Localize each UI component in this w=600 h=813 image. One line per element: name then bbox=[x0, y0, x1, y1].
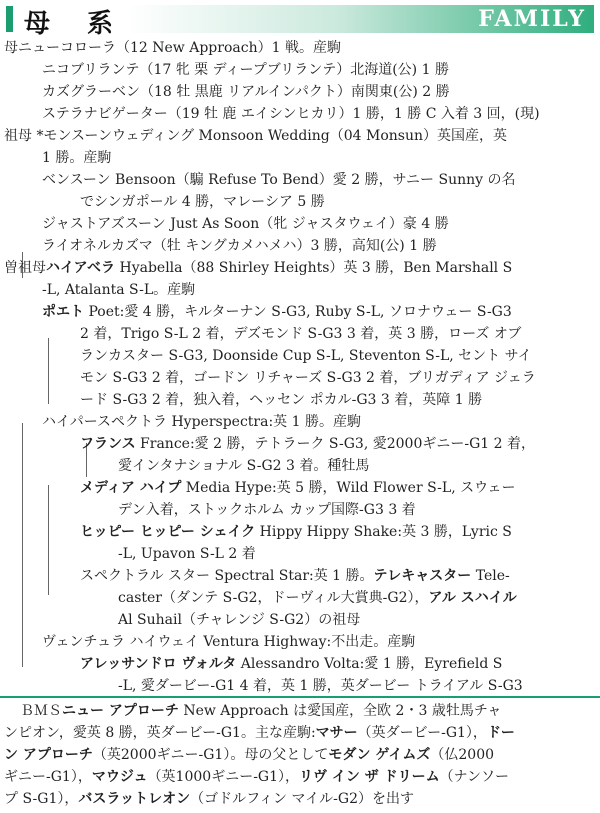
offspring-line: ポエト Poet:愛 4 勝，キルターナン S-G3, Ruby S-L, ソロナウェー S-G3 bbox=[42, 304, 512, 320]
granddam-line-cont: 1 勝。産駒 bbox=[42, 150, 112, 166]
bms-line: ＢＭＳニュー アプローチ New Approach は愛国産，全欧 2・3 歳牡馬チャ bbox=[20, 703, 502, 719]
offspring-line: ライオネルカズマ（牡 キングカメハメハ）3 勝，高知(公) 1 勝 bbox=[42, 238, 437, 254]
horse-name-al-suhail: アル スハイル bbox=[428, 590, 517, 606]
horse-name-media-hype: メディア ハイプ bbox=[80, 480, 182, 496]
offspring-line-cont: でシンガポール 4 勝，マレーシア 5 勝 bbox=[80, 194, 325, 210]
tree-connector bbox=[22, 423, 23, 667]
offspring-line: ハイパースペクトラ Hyperspectra:英 1 勝。産駒 bbox=[42, 414, 361, 430]
horse-name-live-in-the-dream: リヴ イン ザ ドリーム bbox=[299, 769, 440, 785]
grandoffspring-line: ヒッピー ヒッピー シェイク Hippy Hippy Shake:英 3 勝，Lyric S bbox=[80, 524, 512, 540]
horse-name-dawn-approach-cont: ン アプローチ bbox=[4, 747, 93, 763]
grandoffspring-line-cont: Al Suhail（チャレンジ S-G2）の祖母 bbox=[118, 612, 361, 628]
offspring-line: ヴェンチュラ ハイウェイ Ventura Highway:不出走。産駒 bbox=[42, 634, 416, 650]
dam-line: 母ニューコローラ（12 New Approach）1 戦。産駒 bbox=[4, 40, 341, 56]
great-granddam-line: 曽祖母ハイアベラ Hyabella（88 Shirley Heights）英 3 勝，Ben Marshall S bbox=[4, 260, 513, 276]
grandoffspring-line-cont: デン入着，ストックホルム カップ国際-G3 3 着 bbox=[118, 502, 416, 518]
offspring-line: ジャストアズスーン Just As Soon（牝 ジャスタウェイ）豪 4 勝 bbox=[42, 216, 449, 232]
grandoffspring-line: スペクトラル スター Spectral Star:英 1 勝。テレキャスター Tele- bbox=[80, 568, 510, 584]
section-title-en: FAMILY bbox=[478, 6, 586, 32]
offspring-line-cont: モン S-G3 2 着，ゴードン リチャーズ S-G3 2 着，ブリガディア ジェラ bbox=[80, 370, 536, 386]
horse-name-poet: ポエト bbox=[42, 304, 84, 320]
great-granddam-name: ハイアベラ bbox=[46, 260, 116, 276]
grandoffspring-line-cont: -L, Upavon S-L 2 着 bbox=[118, 546, 256, 562]
granddam-line: 祖母 *モンスーンウェディング Monsoon Wedding（04 Monsun）英国産，英 bbox=[4, 128, 508, 144]
horse-name-france: フランス bbox=[80, 436, 136, 452]
grandoffspring-line-cont: 愛インタナショナル S-G2 3 着。種牡馬 bbox=[118, 458, 370, 474]
bms-line: ン アプローチ（英2000ギニー-G1）。母の父としてモダン ゲイムズ（仏2000 bbox=[4, 747, 495, 763]
horse-name-masar: マサー bbox=[315, 725, 358, 741]
grandoffspring-line-cont: caster（ダンテ S-G2，ドーヴィル大賞典-G2），アル スハイル bbox=[118, 590, 517, 606]
horse-name-telecaster: テレキャスター bbox=[373, 568, 472, 584]
section-divider bbox=[0, 696, 600, 698]
offspring-line-cont: ランカスター S-G3, Doonside Cup S-L, Steventon S-L, セント サイ bbox=[80, 348, 532, 364]
horse-name-mawj: マウジュ bbox=[91, 769, 148, 785]
horse-name-dawn-approach: ドー bbox=[486, 725, 515, 741]
offspring-line: ステラナビゲーター（19 牡 鹿 エイシンヒカリ）1 勝，1 勝 C 入着 3 回，(現) bbox=[42, 106, 540, 122]
great-granddam-line-cont: -L, Atalanta S-L。産駒 bbox=[42, 282, 196, 298]
grandoffspring-line-cont: -L, 愛ダービー-G1 4 着，英 1 勝，英ダービー トライアル S-G3 bbox=[118, 678, 523, 694]
tree-connector bbox=[48, 551, 49, 591]
offspring-line-cont: ード S-G3 2 着，独入着，ヘッセン ポカル-G3 3 着，英障 1 勝 bbox=[80, 392, 483, 408]
horse-name-basrat-leon: バスラットレオン bbox=[78, 791, 191, 807]
offspring-line: ベンスーン Bensoon（騸 Refuse To Bend）愛 2 勝，サニー Sunny の名 bbox=[42, 172, 516, 188]
header-accent-bar bbox=[6, 6, 13, 32]
offspring-line: カズグラーベン（18 牡 黒鹿 リアルインパクト）南関東(公) 2 勝 bbox=[42, 84, 450, 100]
horse-name-alessandro-volta: アレッサンドロ ヴォルタ bbox=[80, 656, 237, 672]
grandoffspring-line: メディア ハイプ Media Hype:英 5 勝，Wild Flower S-L, スウェー bbox=[80, 480, 516, 496]
section-header bbox=[0, 0, 600, 37]
bms-line: ンピオン，愛英 8 勝，英ダービー-G1。主な産駒:マサー（英ダービー-G1），ドー bbox=[4, 725, 515, 741]
grandoffspring-line: アレッサンドロ ヴォルタ Alessandro Volta:愛 1 勝，Eyrefield S bbox=[80, 656, 503, 672]
bms-sire-name: ニュー アプローチ bbox=[62, 703, 179, 719]
bms-line: ギニー-G1），マウジュ（英1000ギニー-G1），リヴ イン ザ ドリーム（ナンソー bbox=[4, 769, 509, 785]
tree-connector bbox=[48, 338, 49, 404]
section-title: 母 系 bbox=[24, 9, 128, 39]
horse-name-hippy-hippy-shake: ヒッピー ヒッピー シェイク bbox=[80, 524, 256, 540]
offspring-line-cont: 2 着，Trigo S-L 2 着，デズモンド S-G3 3 着，英 3 勝，ローズ オブ bbox=[80, 326, 522, 342]
offspring-line: ニコブリランテ（17 牝 栗 ディープブリランテ）北海道(公) 1 勝 bbox=[42, 62, 449, 78]
grandoffspring-line: フランス France:愛 2 勝，テトラーク S-G3, 愛2000ギニー-G1 2 着， bbox=[80, 436, 535, 452]
horse-name-modern-games: モダン ゲイムズ bbox=[328, 747, 431, 763]
bms-line: プ S-G1），バスラットレオン（ゴドルフィン マイル-G2）を出す bbox=[4, 791, 414, 807]
